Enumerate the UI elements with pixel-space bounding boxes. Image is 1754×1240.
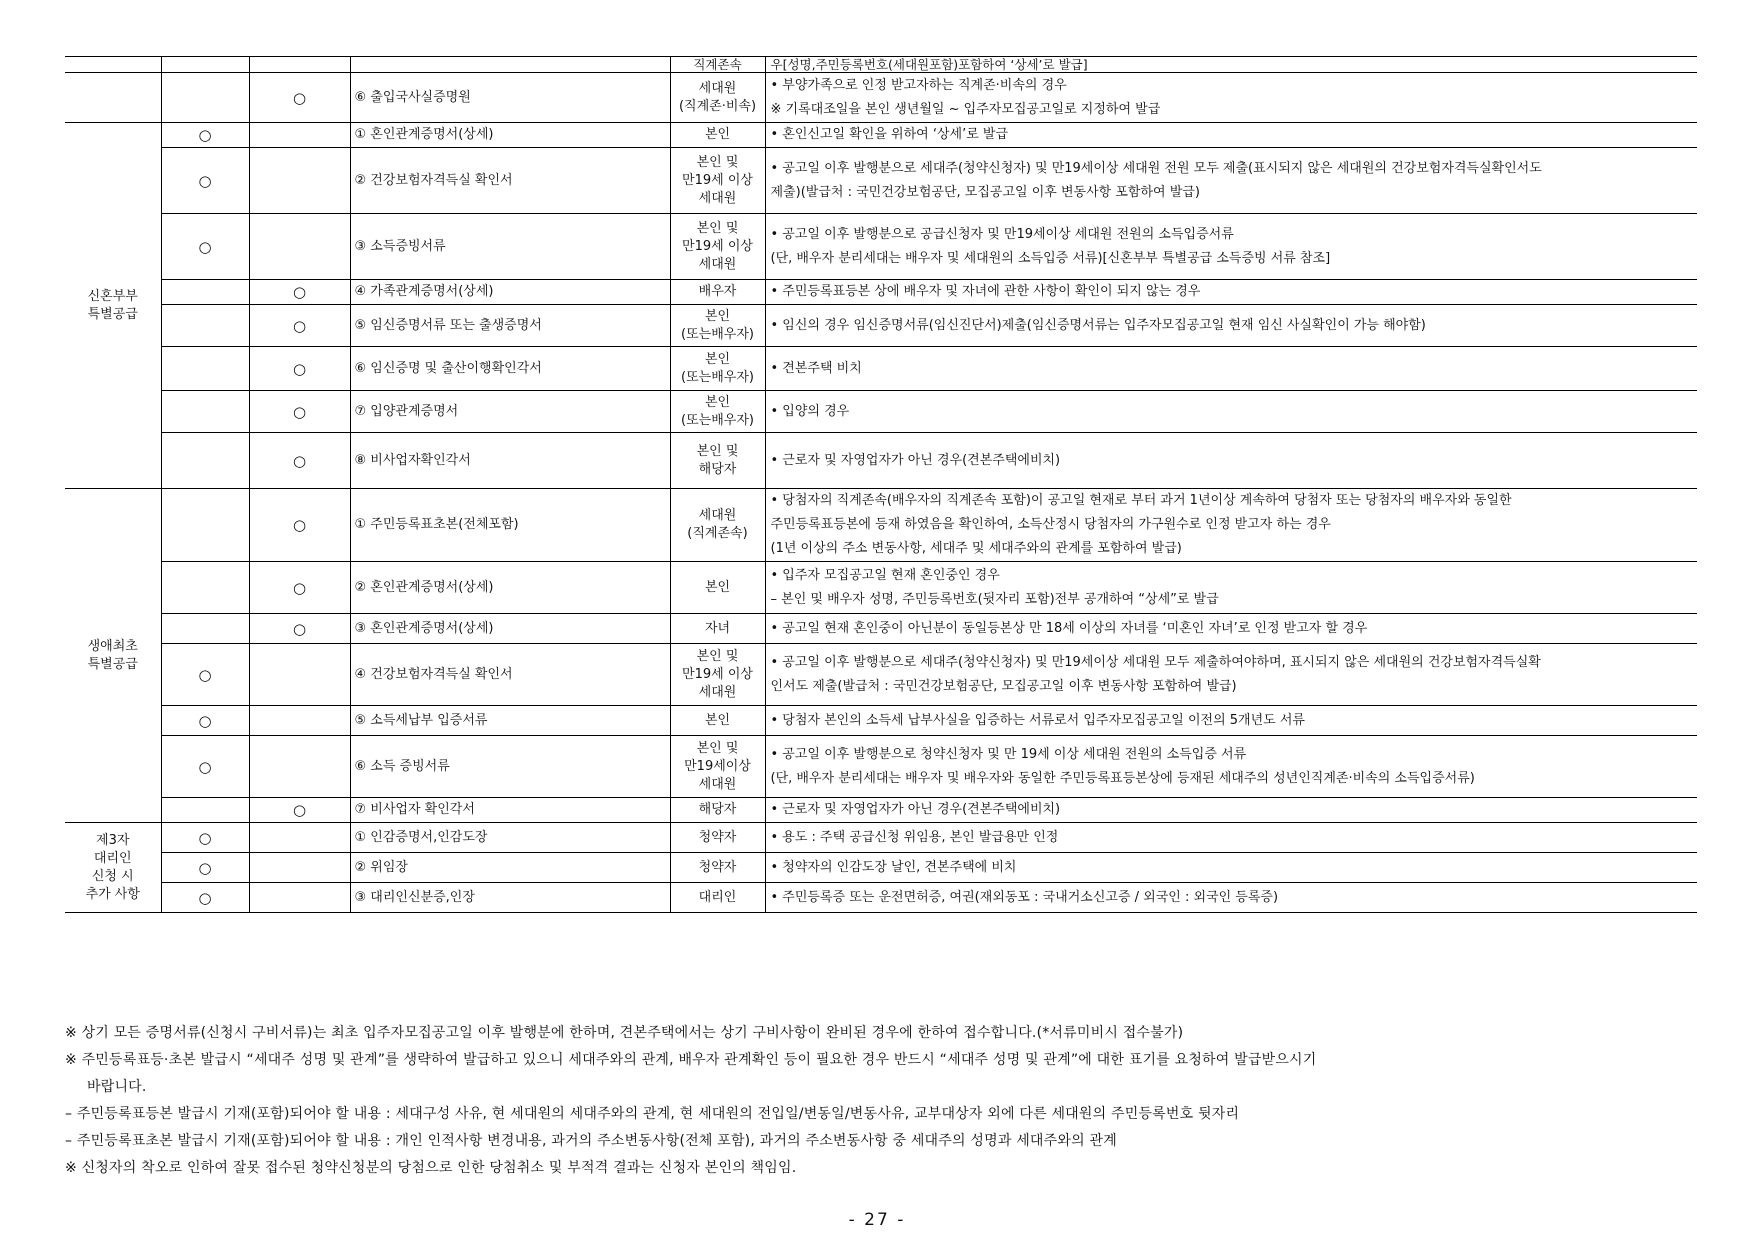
table-row: [65, 823, 1697, 853]
description-line: • 부양가족으로 인정 받고자하는 직계존·비속의 경우: [770, 77, 1067, 93]
description-cell: [765, 433, 1697, 489]
target-line: 배우자: [698, 284, 737, 299]
table-row: [65, 736, 1697, 798]
category-label: 신혼부부: [87, 288, 138, 304]
table-row: [65, 883, 1697, 913]
target-cell: [670, 73, 765, 123]
target-cell: [670, 883, 765, 913]
description-line: • 주민등록증 또는 운전면허증, 여권(재외동포 : 국내거소신고증 / 외국인 : 외국인 등록증): [770, 889, 1279, 905]
document-name-cell: ③ 대리인신분증,인장: [350, 883, 670, 913]
document-name-cell: ④ 건강보험자격득실 확인서: [350, 644, 670, 706]
description-line: 주민등록표등본에 등재 하였음을 확인하여, 소득산정시 당첨자의 가구원수로 인정 받고자 하는 경우: [770, 517, 1331, 532]
description-line: (1년 이상의 주소 변동사항, 세대주 및 세대주와의 관계를 포함하여 발급): [770, 541, 1182, 556]
target-line: 대리인: [698, 889, 737, 905]
check-mark: ○: [161, 214, 249, 280]
check-mark: [249, 883, 350, 913]
document-name-cell: ⑥ 임신증명 및 출산이행확인각서: [350, 347, 670, 391]
description-cell: [765, 148, 1697, 214]
check-mark: ○: [249, 433, 350, 489]
check-mark: ○: [161, 736, 249, 798]
target-line: 세대원: [698, 776, 737, 792]
target-cell: [670, 644, 765, 706]
target-line: 본인: [704, 394, 731, 410]
target-cell: [670, 706, 765, 736]
notes-section: [65, 1020, 1705, 1182]
table-row: [65, 148, 1697, 214]
note-line: ※ 상기 모든 증명서류(신청시 구비서류)는 최초 입주자모집공고일 이후 발행분에 한하며, 견본주택에서는 상기 구비사항이 완비된 경우에 한하여 접수합니다.(*서류미비시 접수불가): [65, 1025, 1184, 1041]
check-mark: [249, 823, 350, 853]
note-line: ※ 신청자의 착오로 인하여 잘못 접수된 청약신청분의 당첨으로 인한 당첨취소 및 부적격 결과는 신청자 본인의 책임임.: [65, 1160, 797, 1176]
description-cell: [765, 280, 1697, 305]
description-line: (단, 배우자 분리세대는 배우자 및 배우자와 동일한 주민등록표등본상에 등재된 세대주의 성년인직계존·비속의 소득입증서류): [770, 770, 1475, 786]
page-number: - 27 -: [848, 1210, 906, 1230]
category-label: 특별공급: [87, 656, 138, 672]
check-mark: ○: [249, 391, 350, 433]
check-mark: [249, 214, 350, 280]
target-line: 청약자: [698, 829, 737, 845]
document-name-cell: ⑤ 소득세납부 입증서류: [350, 706, 670, 736]
table-row: [65, 305, 1697, 347]
table-row: [65, 798, 1697, 823]
description-cell: [765, 614, 1697, 644]
document-name-cell: ⑥ 소득 증빙서류: [350, 736, 670, 798]
check-mark: [161, 305, 249, 347]
target-line: (직계존·비속): [678, 98, 757, 114]
check-mark: [161, 562, 249, 614]
document-name-cell: ⑦ 입양관계증명서: [350, 391, 670, 433]
check-mark: [161, 798, 249, 823]
description-cell: [765, 305, 1697, 347]
target-cell: [670, 614, 765, 644]
target-cell: [670, 305, 765, 347]
table-row: [65, 57, 1697, 73]
description-cell: 우[성명,주민등록번호(세대원포함)포함하여 ‘상세’로 발급]: [765, 57, 1697, 73]
target-line: 해당자: [698, 802, 737, 817]
target-line: 세대원: [698, 684, 737, 700]
description-line: • 공고일 이후 발행분으로 세대주(청약신청자) 및 만19세이상 세대원 모두 제출하여야하며, 표시되지 않은 세대원의 건강보험자격득실확: [770, 654, 1541, 670]
target-line: 만19세이상: [684, 758, 751, 774]
table-row: [65, 391, 1697, 433]
check-mark: ○: [249, 73, 350, 123]
document-name-cell: ③ 소득증빙서류: [350, 214, 670, 280]
document-name-cell: ① 혼인관계증명서(상세): [350, 123, 670, 148]
table-row: [65, 706, 1697, 736]
document-name-cell: ② 혼인관계증명서(상세): [350, 562, 670, 614]
table-row: [65, 489, 1697, 562]
check-mark: [249, 853, 350, 883]
description-line: • 공고일 이후 발행분으로 청약신청자 및 만 19세 이상 세대원 전원의 소득입증 서류: [770, 746, 1247, 762]
description-line: • 청약자의 인감도장 날인, 견본주택에 비치: [770, 859, 1017, 875]
target-line: 청약자: [698, 859, 737, 875]
check-mark: [161, 489, 249, 562]
category-label: 특별공급: [87, 306, 138, 322]
target-line: 본인: [704, 127, 731, 142]
note-line: – 주민등록표초본 발급시 기재(포함)되어야 할 내용 : 개인 인적사항 변경내용, 과거의 주소변동사항(전체 포함), 과거의 주소변동사항 중 세대주의 성명과 세대주와의 관계: [65, 1133, 1117, 1149]
target-line: 본인 및: [696, 648, 739, 664]
check-mark: ○: [249, 280, 350, 305]
description-line: • 입양의 경우: [770, 403, 850, 419]
description-line: • 당첨자의 직계존속(배우자의 직계존속 포함)이 공고일 현재로 부터 과거 1년이상 계속하여 당첨자 또는 당첨자의 배우자와 동일한: [770, 493, 1512, 508]
table-row: [65, 614, 1697, 644]
table-row: [65, 214, 1697, 280]
description-cell: [765, 798, 1697, 823]
note-line: – 주민등록표등본 발급시 기재(포함)되어야 할 내용 : 세대구성 사유, 현 세대원의 세대주와의 관계, 현 세대원의 전입일/변동일/변동사유, 교부대상자 외에 다른 세대원의 주민등록번호 뒷자리: [65, 1106, 1240, 1122]
document-name-cell: ⑦ 비사업자 확인각서: [350, 798, 670, 823]
description-cell: [765, 391, 1697, 433]
check-mark: ○: [249, 614, 350, 644]
check-mark: [249, 736, 350, 798]
target-line: 만19세 이상: [682, 172, 753, 188]
table-row: [65, 853, 1697, 883]
description-line: (단, 배우자 분리세대는 배우자 및 세대원의 소득입증 서류)[신혼부부 특별공급 소득증빙 서류 참조]: [770, 250, 1331, 266]
mark-cell: [161, 57, 249, 73]
target-cell: [670, 853, 765, 883]
check-mark: ○: [161, 853, 249, 883]
check-mark: [161, 614, 249, 644]
table-row: [65, 123, 1697, 148]
document-name-cell: ⑧ 비사업자확인각서: [350, 433, 670, 489]
document-name-cell: ① 주민등록표초본(전체포함): [350, 489, 670, 562]
target-cell: 직계존속: [670, 57, 765, 73]
check-mark: [249, 644, 350, 706]
description-line: • 견본주택 비치: [770, 360, 862, 376]
target-line: 만19세 이상: [682, 238, 753, 254]
check-mark: ○: [161, 706, 249, 736]
target-cell: [670, 214, 765, 280]
description-line: • 주민등록표등본 상에 배우자 및 자녀에 관한 사항이 확인이 되지 않는 경우: [770, 284, 1201, 299]
target-cell: [670, 736, 765, 798]
note-line: 바랍니다.: [87, 1079, 147, 1095]
description-line: • 입주자 모집공고일 현재 혼인중인 경우: [770, 567, 1000, 583]
description-line: 제출)(발급처 : 국민건강보험공단, 모집공고일 이후 변동사항 포함하여 발급): [770, 184, 1200, 200]
check-mark: ○: [249, 798, 350, 823]
check-mark: [161, 347, 249, 391]
description-line: • 당첨자 본인의 소득세 납부사실을 입증하는 서류로서 입주자모집공고일 이전의 5개년도 서류: [770, 712, 1305, 728]
category-cell: [65, 57, 161, 73]
description-line: • 공고일 이후 발행분으로 세대주(청약신청자) 및 만19세이상 세대원 전원 모두 제출(표시되지 않은 세대원의 건강보험자격득실확인서도: [770, 160, 1542, 176]
check-mark: ○: [249, 305, 350, 347]
target-line: 본인: [704, 579, 731, 595]
check-mark: [249, 123, 350, 148]
description-cell: [765, 123, 1697, 148]
document-name-cell: ③ 혼인관계증명서(상세): [350, 614, 670, 644]
document-name-cell: ② 위임장: [350, 853, 670, 883]
document-name-cell: ① 인감증명서,인감도장: [350, 823, 670, 853]
target-cell: [670, 391, 765, 433]
target-cell: [670, 489, 765, 562]
table-row: [65, 433, 1697, 489]
target-line: (또는배우자): [681, 412, 754, 428]
check-mark: ○: [161, 148, 249, 214]
target-line: 본인: [704, 308, 731, 324]
target-cell: [670, 562, 765, 614]
description-cell: [765, 853, 1697, 883]
mark-cell: [161, 73, 249, 123]
category-label: 신청 시: [91, 868, 134, 884]
document-name-cell: ⑥ 출입국사실증명원: [350, 73, 670, 123]
table-row: [65, 347, 1697, 391]
document-name-cell: [350, 57, 670, 73]
check-mark: [161, 391, 249, 433]
table-row: [65, 280, 1697, 305]
description-cell: [765, 644, 1697, 706]
description-cell: [765, 73, 1697, 123]
check-mark: ○: [249, 562, 350, 614]
category-cell: [65, 489, 161, 823]
target-cell: [670, 798, 765, 823]
target-line: 세대원: [698, 256, 737, 272]
target-line: 본인: [704, 351, 731, 367]
target-cell: [670, 280, 765, 305]
description-line: ※ 기록대조일을 본인 생년월일 ~ 입주자모집공고일로 지정하여 발급: [770, 101, 1161, 117]
check-mark: [249, 706, 350, 736]
check-mark: ○: [249, 489, 350, 562]
table-row: [65, 73, 1697, 123]
description-cell: [765, 736, 1697, 798]
note-line: ※ 주민등록표등·초본 발급시 “세대주 성명 및 관계”를 생략하여 발급하고 있으니 세대주와의 관계, 배우자 관계확인 등이 필요한 경우 반드시 “세대주 성명 및 관계”에 대한 표기를 요청하여 발급받으시기: [65, 1052, 1317, 1068]
document-requirements-table: [65, 56, 1697, 913]
table-row: [65, 562, 1697, 614]
target-line: 본인 및: [696, 220, 739, 236]
description-line: – 본인 및 배우자 성명, 주민등록번호(뒷자리 포함)전부 공개하여 “상세”로 발급: [770, 591, 1219, 607]
category-label: 생애최초: [87, 638, 138, 654]
description-cell: [765, 489, 1697, 562]
description-line: • 근로자 및 자영업자가 아닌 경우(견본주택에비치): [770, 802, 1061, 817]
description-cell: [765, 214, 1697, 280]
check-mark: [249, 148, 350, 214]
category-cell: [65, 823, 161, 913]
target-line: 세대원: [698, 80, 737, 96]
check-mark: ○: [161, 823, 249, 853]
check-mark: [161, 433, 249, 489]
target-line: 본인 및: [696, 154, 739, 170]
description-line: • 공고일 현재 혼인중이 아닌분이 동일등본상 만 18세 이상의 자녀를 ‘미혼인 자녀’로 인정 받고자 할 경우: [770, 620, 1368, 636]
target-line: 만19세 이상: [682, 666, 753, 682]
category-cell: [65, 123, 161, 489]
description-line: • 근로자 및 자영업자가 아닌 경우(견본주택에비치): [770, 452, 1061, 468]
description-line: • 임신의 경우 임신증명서류(임신진단서)제출(임신증명서류는 입주자모집공고일 현재 임신 사실확인이 가능 해야함): [770, 317, 1426, 333]
target-cell: [670, 823, 765, 853]
description-cell: [765, 823, 1697, 853]
description-line: • 공고일 이후 발행분으로 공급신청자 및 만19세이상 세대원 전원의 소득입증서류: [770, 226, 1234, 242]
category-label: 대리인: [93, 850, 132, 866]
target-cell: [670, 148, 765, 214]
target-cell: [670, 347, 765, 391]
target-line: (직계존속): [687, 526, 748, 541]
description-cell: [765, 562, 1697, 614]
description-line: • 용도 : 주택 공급신청 위임용, 본인 발급용만 인정: [770, 829, 1059, 845]
document-name-cell: ② 건강보험자격득실 확인서: [350, 148, 670, 214]
category-cell: [65, 73, 161, 123]
target-line: 세대원: [698, 190, 737, 206]
check-mark: ○: [161, 883, 249, 913]
description-cell: [765, 883, 1697, 913]
document-name-cell: ④ 가족관계증명서(상세): [350, 280, 670, 305]
check-mark: [161, 280, 249, 305]
category-label: 추가 사항: [85, 886, 140, 902]
description-line: • 혼인신고일 확인을 위하여 ‘상세’로 발급: [770, 127, 1009, 142]
category-label: 제3자: [96, 832, 130, 848]
mark-cell: [249, 57, 350, 73]
table-row: [65, 644, 1697, 706]
check-mark: ○: [249, 347, 350, 391]
document-name-cell: ⑤ 임신증명서류 또는 출생증명서: [350, 305, 670, 347]
target-line: 본인 및: [696, 443, 739, 459]
description-line: 인서도 제출(발급처 : 국민건강보험공단, 모집공고일 이후 변동사항 포함하여 발급): [770, 678, 1237, 694]
check-mark: ○: [161, 644, 249, 706]
description-cell: [765, 706, 1697, 736]
target-line: (또는배우자): [681, 369, 754, 385]
target-line: 해당자: [698, 461, 737, 477]
target-line: 본인 및: [696, 740, 739, 756]
check-mark: ○: [161, 123, 249, 148]
target-line: 자녀: [704, 620, 731, 636]
target-line: (또는배우자): [681, 326, 754, 342]
target-line: 본인: [704, 712, 731, 728]
target-cell: [670, 433, 765, 489]
target-cell: [670, 123, 765, 148]
description-cell: [765, 347, 1697, 391]
target-line: 세대원: [698, 508, 737, 523]
